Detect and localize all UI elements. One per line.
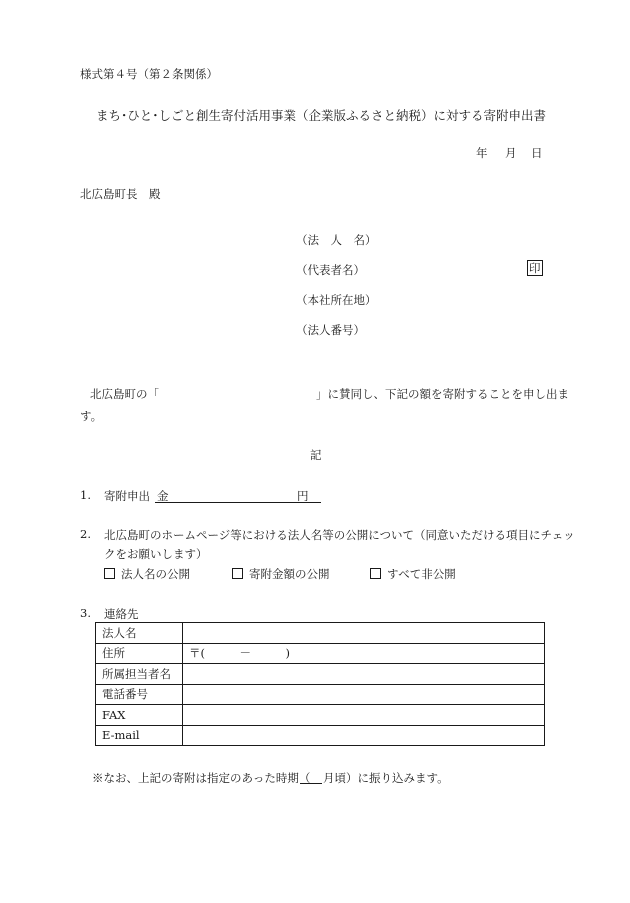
item1-prefix: 金	[157, 489, 169, 503]
seal-mark: 印	[529, 261, 541, 275]
contact-table	[95, 622, 545, 746]
option-label: すべて非公開	[387, 567, 456, 581]
amount-underline[interactable]	[155, 502, 321, 503]
row-label: 住所	[96, 643, 183, 664]
option-private[interactable]	[370, 566, 456, 582]
item3-label: 連絡先	[104, 607, 139, 621]
item1-number: 1.	[80, 488, 91, 502]
date-month: 月	[505, 146, 517, 160]
checkbox-icon[interactable]	[104, 568, 115, 579]
row-label: 法人名	[96, 623, 183, 644]
item3-number: 3.	[80, 606, 91, 620]
table-row	[96, 623, 545, 644]
corp-name-label: （法 人 名）	[296, 233, 377, 247]
date-day: 日	[531, 146, 543, 160]
item1-label: 寄附申出	[104, 489, 150, 503]
body-text-line2: す。	[80, 409, 103, 423]
item2-text: 北広島町のホームページ等における法人名等の公開について（同意いただける項目にチェッ	[104, 528, 575, 542]
body-text-start: 北広島町の「	[90, 387, 159, 401]
address-field[interactable]: 〒( － )	[183, 643, 545, 664]
addressee: 北広島町長 殿	[80, 187, 161, 201]
address-label: （本社所在地）	[296, 293, 377, 307]
row-label: 電話番号	[96, 684, 183, 705]
fax-field[interactable]	[183, 705, 545, 726]
table-row	[96, 705, 545, 726]
option-amount[interactable]	[232, 566, 330, 582]
checkbox-icon[interactable]	[232, 568, 243, 579]
contact-person-field[interactable]	[183, 664, 545, 685]
table-row	[96, 643, 545, 664]
note-end: 月頃）に振り込みます。	[323, 771, 449, 785]
date-year: 年	[476, 146, 488, 160]
row-label: FAX	[96, 705, 183, 726]
table-row	[96, 684, 545, 705]
form-number: 様式第４号（第２条関係）	[80, 67, 218, 81]
option-label: 法人名の公開	[121, 567, 190, 581]
item1-suffix: 円	[297, 489, 309, 503]
table-row	[96, 664, 545, 685]
page-title: まち･ひと･しごと創生寄付活用事業（企業版ふるさと納税）に対する寄附申出書	[96, 108, 547, 123]
item2-text-cont: クをお願いします）	[104, 547, 208, 561]
representative-label: （代表者名）	[296, 263, 365, 277]
body-text-end: 」に賛同し、下記の額を寄附することを申し出ま	[316, 387, 569, 401]
month-underline[interactable]	[300, 783, 322, 784]
corp-name-field[interactable]	[183, 623, 545, 644]
row-label: E-mail	[96, 725, 183, 746]
phone-field[interactable]	[183, 684, 545, 705]
note-start: ※なお、上記の寄附は指定のあった時期（	[92, 771, 311, 785]
ki-heading: 記	[310, 448, 322, 462]
checkbox-icon[interactable]	[370, 568, 381, 579]
option-label: 寄附金額の公開	[249, 567, 330, 581]
row-label: 所属担当者名	[96, 664, 183, 685]
option-corp-name[interactable]	[104, 566, 190, 582]
item2-number: 2.	[80, 527, 91, 541]
table-row	[96, 725, 545, 746]
email-field[interactable]	[183, 725, 545, 746]
corp-number-label: （法人番号）	[296, 323, 365, 337]
